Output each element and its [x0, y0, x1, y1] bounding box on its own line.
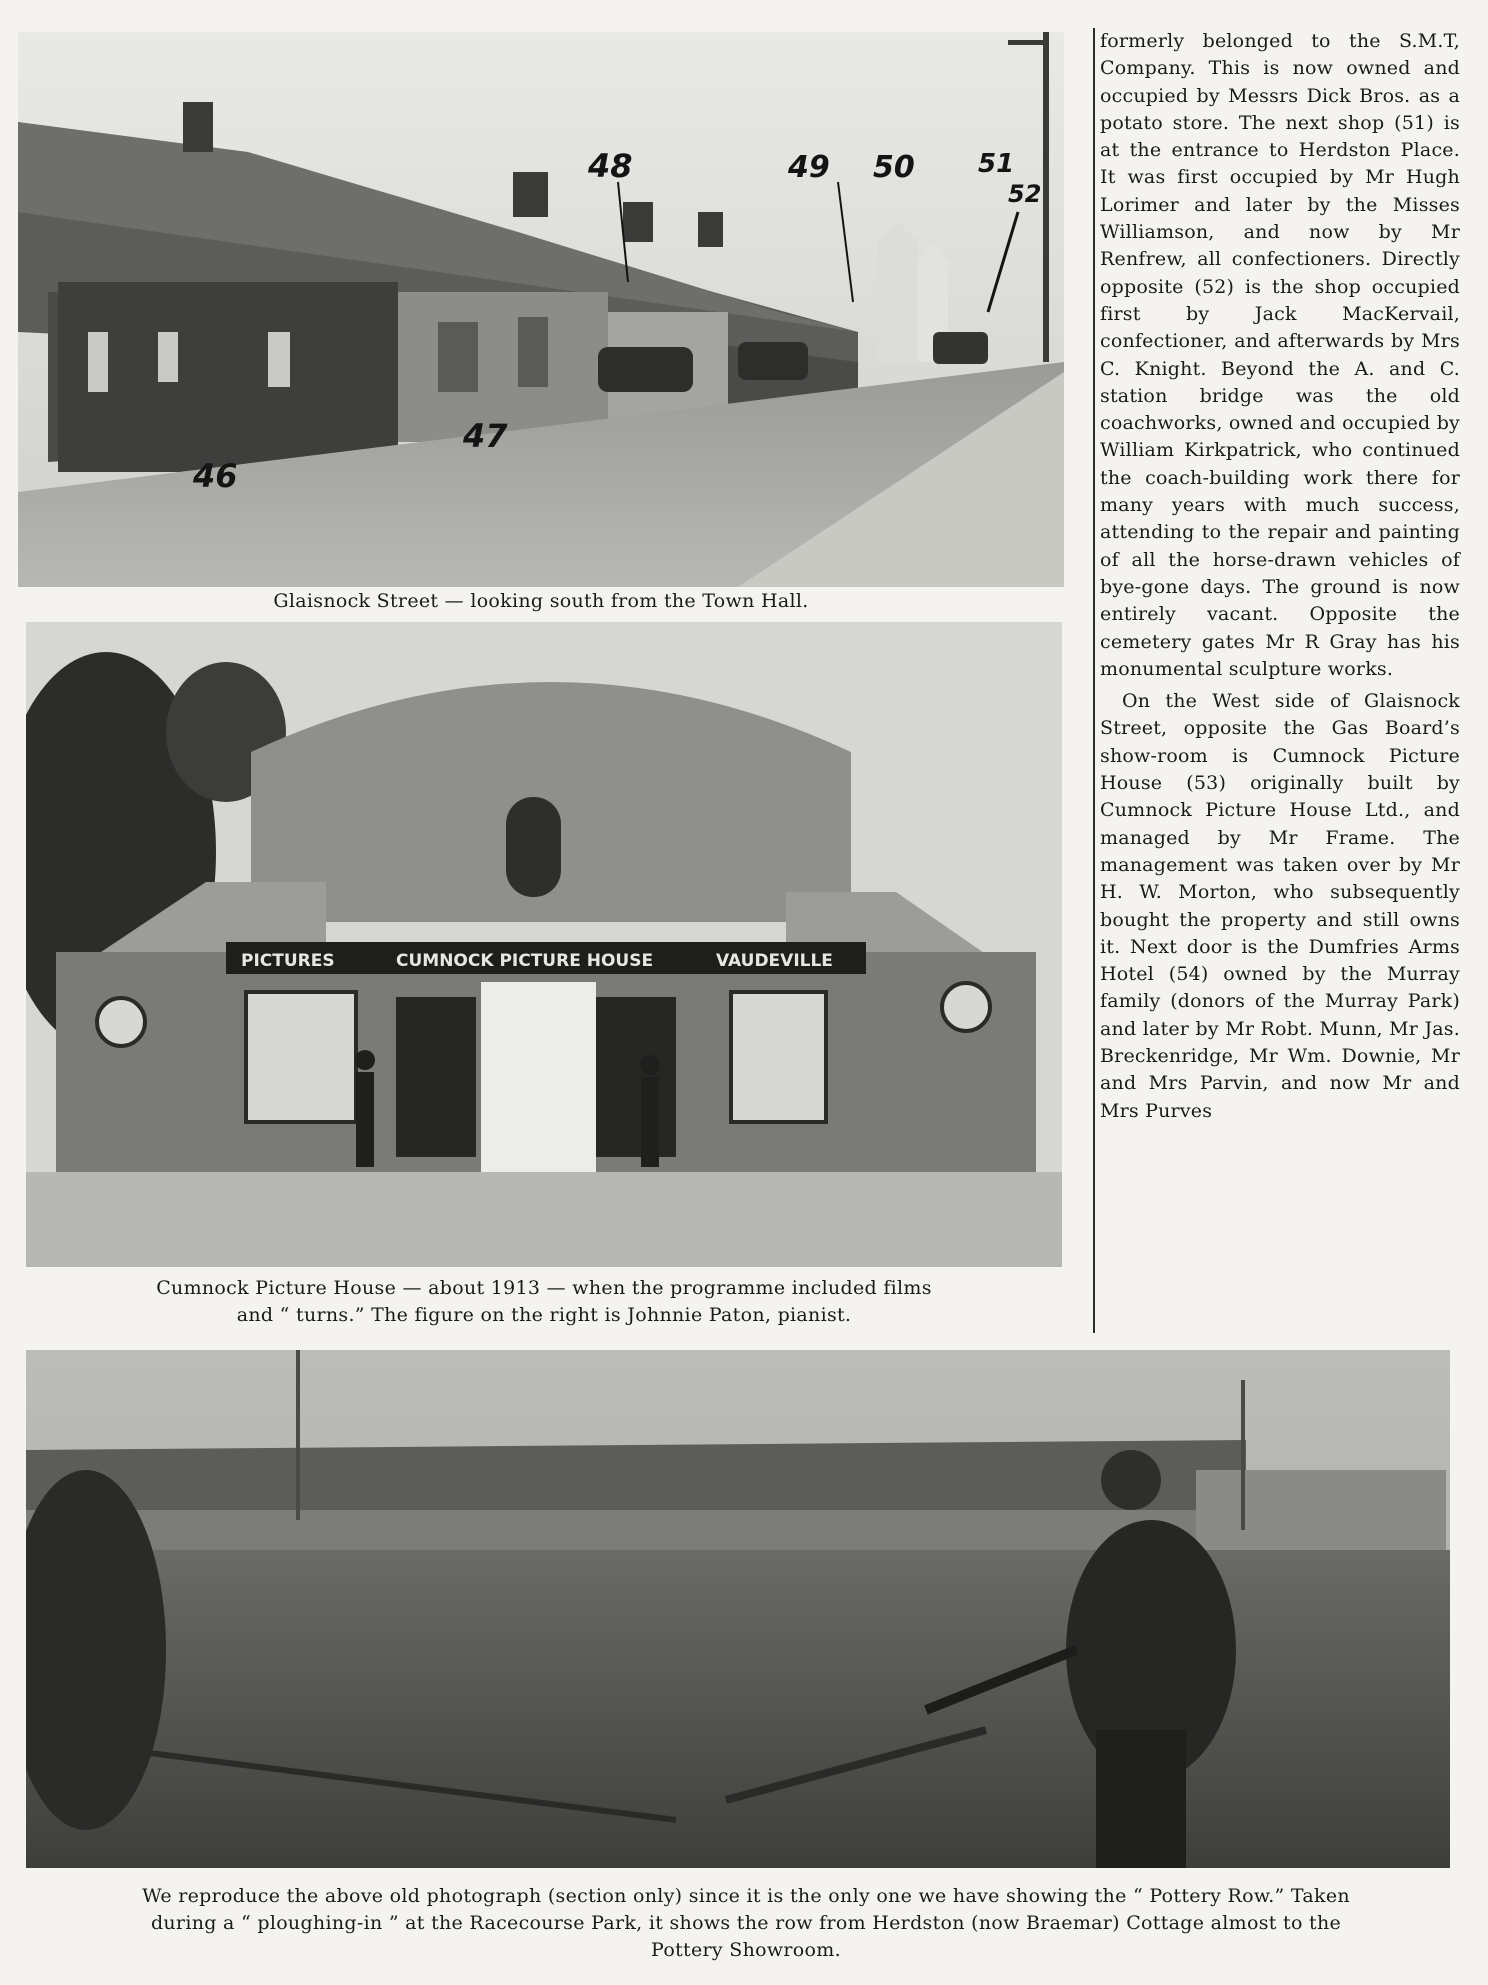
cinema-photo — [26, 622, 1062, 1267]
pottery-row-photo — [26, 1350, 1450, 1868]
cinema-photo-image — [26, 622, 1062, 1267]
street-number-46: 46 — [193, 457, 238, 495]
pottery-row-caption-line1: We reproduce the above old photograph (section only) since it is the only one we have showing the “ Pottery Row.” Taken — [142, 1885, 1350, 1907]
street-photo-caption: Glaisnock Street — looking south from the Town Hall. — [273, 590, 809, 612]
article-paragraph-1: formerly belonged to the S.M.T, Company. This is now owned and occupied by Messrs Dick Bros. as a potato store. The next shop (51) is at the entrance to Herdston Place. It was first occupied by Mr Hugh Lorimer and later by the Misses Williamson, and now by Mr Renfrew, all confectioners. Directly opposite (52) is the shop occupied first by Jack MacKervail, confectioner, and afterwards by Mrs C. Knight. Beyond the A. and C. station bridge was the old coachworks, owned and occupied by William Kirkpatrick, who continued the coach-building work there for many years with much success, attending to the repair and painting of all the horse-drawn vehicles of bye-gone days. The ground is now entirely vacant. Opposite the cemetery gates Mr R Gray has his monumental sculpture works. — [1100, 30, 1460, 680]
street-number-49: 49 — [788, 150, 830, 185]
pottery-row-photo-image — [26, 1350, 1450, 1868]
street-number-48: 48 — [588, 147, 633, 185]
article-column — [1100, 28, 1460, 1125]
column-divider — [1093, 28, 1095, 1333]
cinema-photo-caption-line1: Cumnock Picture House — about 1913 — when the programme included films — [156, 1277, 932, 1299]
cinema-photo-caption-line2: and “ turns.” The figure on the right is Johnnie Paton, pianist. — [236, 1304, 852, 1326]
pottery-row-caption-line3: Pottery Showroom. — [651, 1939, 841, 1961]
pottery-row-caption-line2: during a “ ploughing-in ” at the Racecourse Park, it shows the row from Herdston (now Braemar) Cottage almost to the — [150, 1912, 1342, 1934]
street-number-52: 52 — [1008, 180, 1042, 208]
street-photo-image — [18, 32, 1064, 587]
street-number-47: 47 — [463, 417, 508, 455]
street-number-51: 51 — [978, 149, 1015, 179]
article-paragraph-2: On the West side of Glaisnock Street, opposite the Gas Board’s show-room is Cumnock Picture House (53) originally built by Cumnock Picture House Ltd., and managed by Mr Frame. The management was taken over by Mr H. W. Morton, who subsequently bought the property and still owns it. Next door is the Dumfries Arms Hotel (54) owned by the Murray family (donors of the Murray Park) and later by Mr Robt. Munn, Mr Jas. Breckenridge, Mr Wm. Downie, Mr and Mrs Parvin, and now Mr and Mrs Purves — [1100, 690, 1460, 1122]
cinema-sign-name: CUMNOCK PICTURE HOUSE — [396, 951, 654, 971]
street-number-50: 50 — [873, 150, 915, 185]
cinema-sign-vaudeville: VAUDEVILLE — [716, 951, 833, 971]
cinema-sign-pictures: PICTURES — [241, 951, 335, 971]
street-photo — [18, 32, 1064, 587]
